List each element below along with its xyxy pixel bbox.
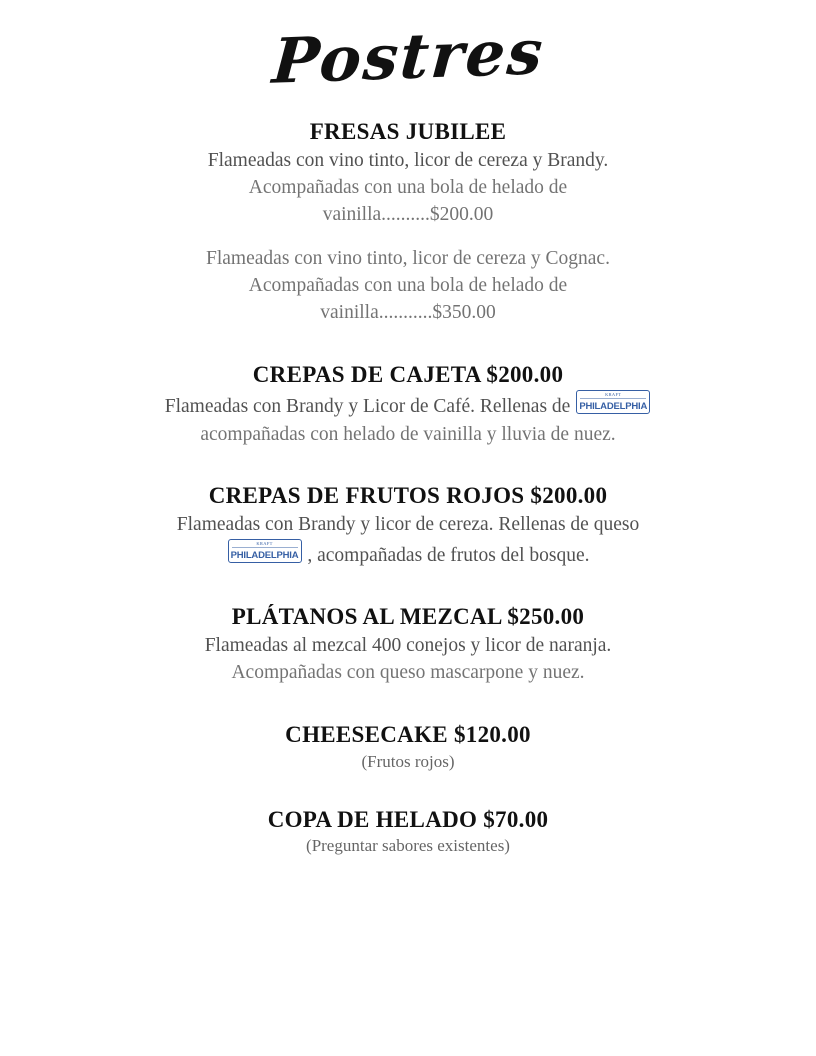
menu-item-crepas-de-cajeta: [128, 361, 688, 448]
page-title: Postres: [269, 15, 547, 98]
menu-item-crepas-de-frutos-rojos: [128, 482, 688, 569]
menu-item-desc-line: [128, 390, 688, 420]
philadelphia-divider: [232, 547, 298, 548]
menu-item-alt-desc-line: Acompañadas con una bola de helado de: [248, 275, 568, 296]
menu-item-title: COPA DE HELADO $70.00: [267, 806, 549, 832]
philadelphia-crest-label: KRAFT: [256, 541, 273, 547]
menu-item-title: CREPAS DE CAJETA $200.00: [252, 361, 564, 387]
spacer: [128, 687, 688, 721]
menu-item-desc-line: (Frutos rojos): [361, 751, 455, 771]
menu-item-desc-text: , acompañadas de frutos del bosque.: [307, 545, 590, 567]
spacer: [128, 448, 688, 482]
philadelphia-divider: [580, 398, 646, 399]
menu-item-desc-line: Flameadas con vino tinto, licor de cereza y Brandy.: [207, 149, 609, 171]
menu-item-desc-line: Flameadas al mezcal 400 conejos y licor de naranja.: [204, 635, 612, 657]
menu-item-platanos-al-mezcal: [128, 603, 688, 686]
menu-item-title: PLÁTANOS AL MEZCAL $250.00: [231, 604, 585, 630]
philadelphia-brand-icon: [228, 539, 302, 563]
menu-item-desc-text: Flameadas con Brandy y Licor de Café. Rellenas de: [164, 396, 571, 418]
spacer: [128, 327, 688, 361]
philadelphia-wordmark: PHILADELPHIA: [230, 550, 299, 562]
menu-item-cheesecake: [128, 721, 688, 772]
page-title-wrap: [0, 0, 816, 118]
philadelphia-crest-label: KRAFT: [605, 392, 622, 398]
menu-item-title: FRESAS JUBILEE: [309, 119, 507, 144]
menu-item-fresas-jubilee: [128, 118, 688, 327]
menu-item-desc-line: Flameadas con Brandy y licor de cereza. Rellenas de queso: [176, 513, 640, 535]
menu-item-price-line: vainilla..........$200.00: [322, 204, 494, 226]
philadelphia-brand-icon: [576, 390, 650, 414]
menu-item-desc-line: acompañadas con helado de vainilla y lluvia de nuez.: [200, 423, 616, 445]
spacer: [128, 569, 688, 603]
menu-list: [128, 118, 688, 856]
menu-item-title: CHEESECAKE $120.00: [285, 721, 531, 747]
menu-item-desc-line: Acompañadas con queso mascarpone y nuez.: [231, 662, 585, 684]
menu-item-desc-line: Acompañadas con una bola de helado de: [248, 177, 568, 199]
menu-item-desc-line: (Preguntar sabores existentes): [306, 836, 510, 856]
menu-item-title: CREPAS DE FRUTOS ROJOS $200.00: [208, 483, 608, 508]
spacer: [128, 229, 688, 245]
menu-item-alt-desc-line: Flameadas con vino tinto, licor de cereza y Cognac.: [206, 247, 610, 269]
philadelphia-wordmark: PHILADELPHIA: [579, 401, 648, 413]
menu-item-copa-de-helado: [128, 806, 688, 857]
menu-item-desc-line: [128, 539, 688, 569]
spacer: [128, 772, 688, 806]
menu-item-alt-price-line: vainilla...........$350.00: [320, 302, 496, 324]
